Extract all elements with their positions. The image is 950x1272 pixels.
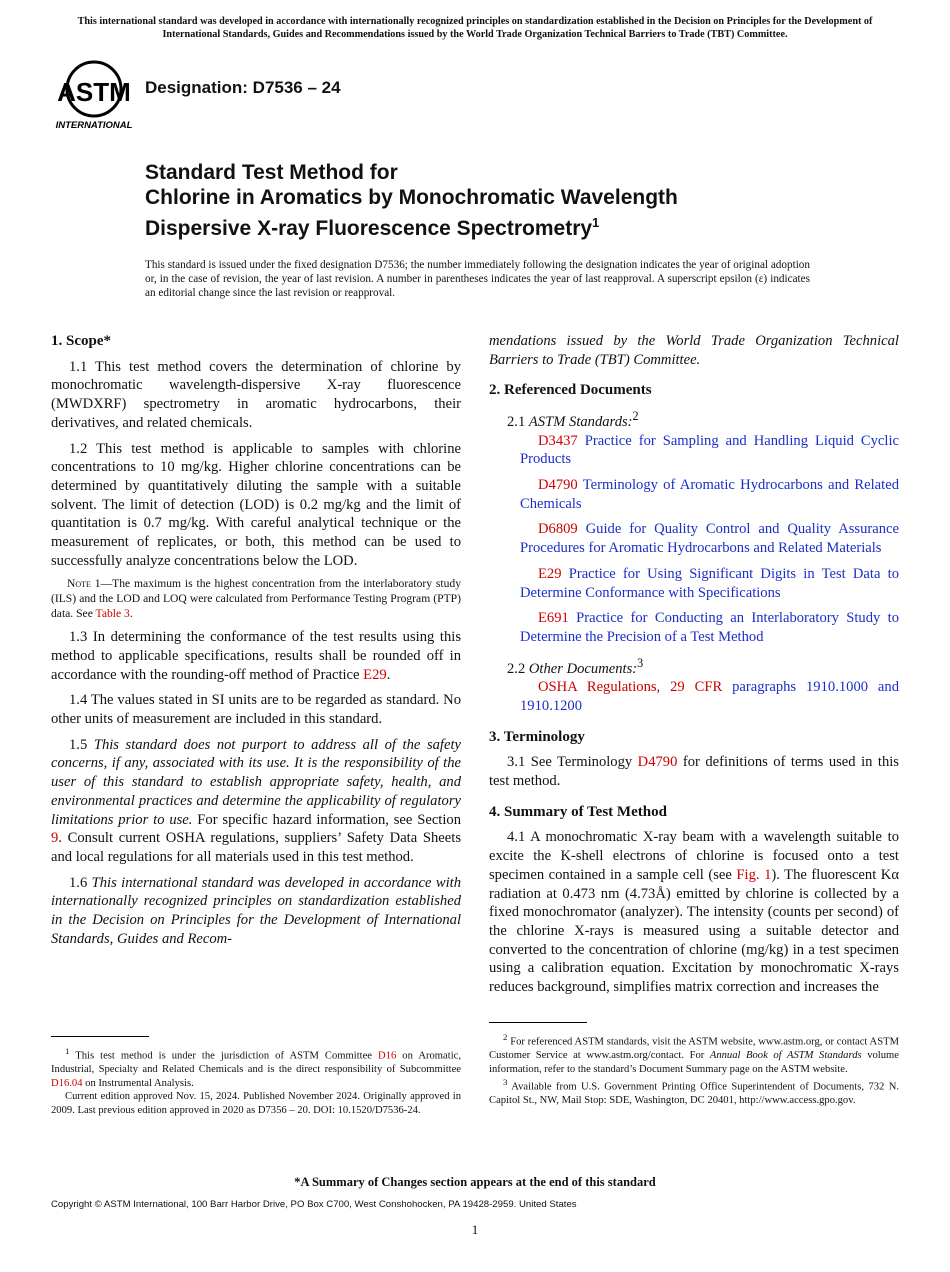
title-line-3: Dispersive X-ray Fluorescence Spectrometry$^1$ — [145, 215, 600, 240]
para-1-2: 1.2 This test method is applicable to samples with chlorine concentrations to 10 mg/kg. Higher chlorine concentrations can be determined by quantitatively diluting the sample with a suitable solvent. The limit of detection (LOD) is 0.2 mg/kg and the limit of quantitation is 0.7 mg/kg. With careful analytical technique or the measurement of replicates, or both, this method can be used to successfully analyze concentrations below the LOD. — [51, 440, 461, 569]
para-1-3: 1.3 In determining the conformance of the test results using this method to applicable specifications, results shall be rounded off in accordance with the rounding-off method of Practice E29. — [51, 629, 461, 683]
footnote-2: $^2$ For referenced ASTM standards, visit the ASTM website, www.astm.org, or contact ASTM Customer Service at www.astm.org/contact. For Annual Book of ASTM Standards volume information, refer to the standard’s Document Summary page on the ASTM website. — [489, 1032, 899, 1075]
title-line-2: Chlorine in Aromatics by Monochromatic Wavelength — [145, 186, 678, 209]
section-9-link[interactable]: 9 — [51, 830, 59, 847]
table-3-link[interactable]: Table 3 — [95, 606, 130, 620]
astm-logo — [54, 57, 136, 131]
d4790-link[interactable]: D4790 — [637, 754, 678, 771]
reference-item[interactable]: D6809 Guide for Quality Control and Quality Assurance Procedures for Aromatic Hydrocarbons and Related Materials — [520, 521, 899, 557]
astm-standards-label: 2.1 ASTM Standards:$^2$ — [507, 409, 639, 430]
standard-issue-note: This standard is issued under the fixed designation D7536; the number immediately following the designation indicates the year of original adoption or, in the case of revision, the year of last revision. A number in parentheses indicates the year of last reapproval. A superscript epsilon (ε) indicates an editorial change since the last revision or reapproval. — [145, 259, 810, 299]
d16-04-link[interactable]: D16.04 — [51, 1077, 83, 1089]
osha-reference[interactable]: OSHA Regulations, 29 CFR paragraphs 1910.1000 and 1910.1200 — [520, 679, 900, 714]
footnotes-left — [51, 1045, 461, 1118]
reference-list — [489, 432, 899, 647]
left-column — [51, 332, 461, 955]
para-1-6: 1.6 This international standard was developed in accordance with internationally recognized principles on standardization established in the Decision on Principles for the Development of International Standards, Guides and Recom- — [51, 874, 462, 947]
other-documents-label: 2.2 Other Documents:$^3$ — [507, 655, 644, 677]
para-1-5: 1.5 This standard does not purport to address all of the safety concerns, if any, associated with its use. It is the responsibility of the user of this standard to establish appropriate safety, health, and environmental practices and determine the applicability of regulatory limitations prior to use. For specific hazard information, see Section 9. Consult current OSHA regulations, suppliers’ Safety Data Sheets and local regulations for all materials used in this test method. — [51, 736, 461, 865]
footnote-1-edition: Current edition approved Nov. 15, 2024. Published November 2024. Originally approved in 2009. Last previous edition approved in 2020 as D7356 – 20. DOI: 10.1520/D7536-24. — [51, 1091, 461, 1116]
para-1-1: 1.1 This test method covers the determination of chlorine by monochromatic wavelength-dispersive X-ray fluorescence (MWDXRF) spectrometry in aromatic hydrocarbons, their derivatives, and related chemicals. — [51, 358, 461, 431]
para-4-1: 4.1 A monochromatic X-ray beam with a wavelength suitable to excite the K-shell electrons of chlorine is focused onto a test specimen contained in a sample cell (see Fig. 1). The fluorescent Kα radiation at 0.473 nm (4.73Å) emitted by chlorine is collected by a fixed monochromator (analyzer). The intensity (counts per second) of the chlorine X-rays is measured using a suitable detector and converted to the concentration of chlorine (mg/kg) in a test specimen using a calibration equation. Excitation by monochromatic X-rays reduces background, simplifies matrix correction and increases the — [489, 829, 899, 996]
logo-mark-text: ASTM — [57, 77, 131, 107]
reference-item[interactable]: E29 Practice for Using Significant Digits in Test Data to Determine Conformance with Specifications — [520, 565, 899, 601]
title-line-1: Standard Test Method for — [145, 161, 398, 184]
summary-heading: 4. Summary of Test Method — [489, 803, 667, 820]
footnote-rule-left — [51, 1036, 149, 1037]
footnote-rule-right — [489, 1022, 587, 1023]
summary-of-changes-note: *A Summary of Changes section appears at the end of this standard — [294, 1175, 656, 1189]
footnote-3: $^3$ Available from U.S. Government Printing Office Superintendent of Documents, 732 N. Capitol St., NW, Mail Stop: SDE, Washington, DC 20401, http://www.access.gpo.gov. — [489, 1077, 899, 1107]
note-1: Note 1—The maximum is the highest concentration from the interlaboratory study (ILS) and the LOD and LOQ were calculated from Performance Testing Program (PTP) data. See Table 3. — [51, 577, 461, 620]
terminology-heading: 3. Terminology — [489, 728, 585, 745]
right-column — [489, 332, 899, 1004]
d16-link[interactable]: D16 — [378, 1050, 397, 1062]
para-1-4: 1.4 The values stated in SI units are to be regarded as standard. No other units of measurement are included in this standard. — [51, 692, 461, 728]
copyright: Copyright © ASTM International, 100 Barr Harbor Drive, PO Box C700, West Conshohocken, PA 19428-2959. United States — [51, 1199, 577, 1210]
footnotes-right — [489, 1031, 899, 1108]
reference-item[interactable]: E691 Practice for Conducting an Interlaboratory Study to Determine the Precision of a Test Method — [520, 610, 899, 645]
logo-sub-text: INTERNATIONAL — [55, 120, 133, 131]
document-title — [145, 160, 865, 241]
reference-item[interactable]: D4790 Terminology of Aromatic Hydrocarbons and Related Chemicals — [520, 477, 899, 512]
fig-1-link[interactable]: Fig. 1 — [736, 866, 772, 883]
referenced-documents-heading: 2. Referenced Documents — [489, 382, 652, 399]
designation: Designation: D7536 – 24 — [145, 78, 341, 97]
top-notice: This international standard was developed in accordance with internationally recognized principles on standardization established in the Decision on Principles for the Development of International Standards, Guides and Recommendations issued by the World Trade Organization Technical Barriers to Trade (TBT) Committee. — [77, 16, 873, 40]
para-1-6-continued: mendations issued by the World Trade Organization Technical Barriers to Trade (TBT) Committee. — [489, 333, 899, 368]
para-3-1: 3.1 See Terminology D4790 for definitions of terms used in this test method. — [489, 754, 899, 790]
scope-heading: 1. Scope* — [51, 333, 111, 349]
page-number: 1 — [471, 1222, 479, 1237]
e29-link[interactable]: E29 — [363, 666, 387, 683]
footnote-1: $^1$ This test method is under the jurisdiction of ASTM Committee D16 on Aromatic, Industrial, Specialty and Related Chemicals and is the direct responsibility of Subcommittee D16.04 on Instrumental Analysis. — [51, 1046, 461, 1089]
reference-item[interactable]: D3437 Practice for Sampling and Handling Liquid Cyclic Products — [520, 432, 899, 468]
title-footnote-mark: 1 — [592, 215, 600, 230]
